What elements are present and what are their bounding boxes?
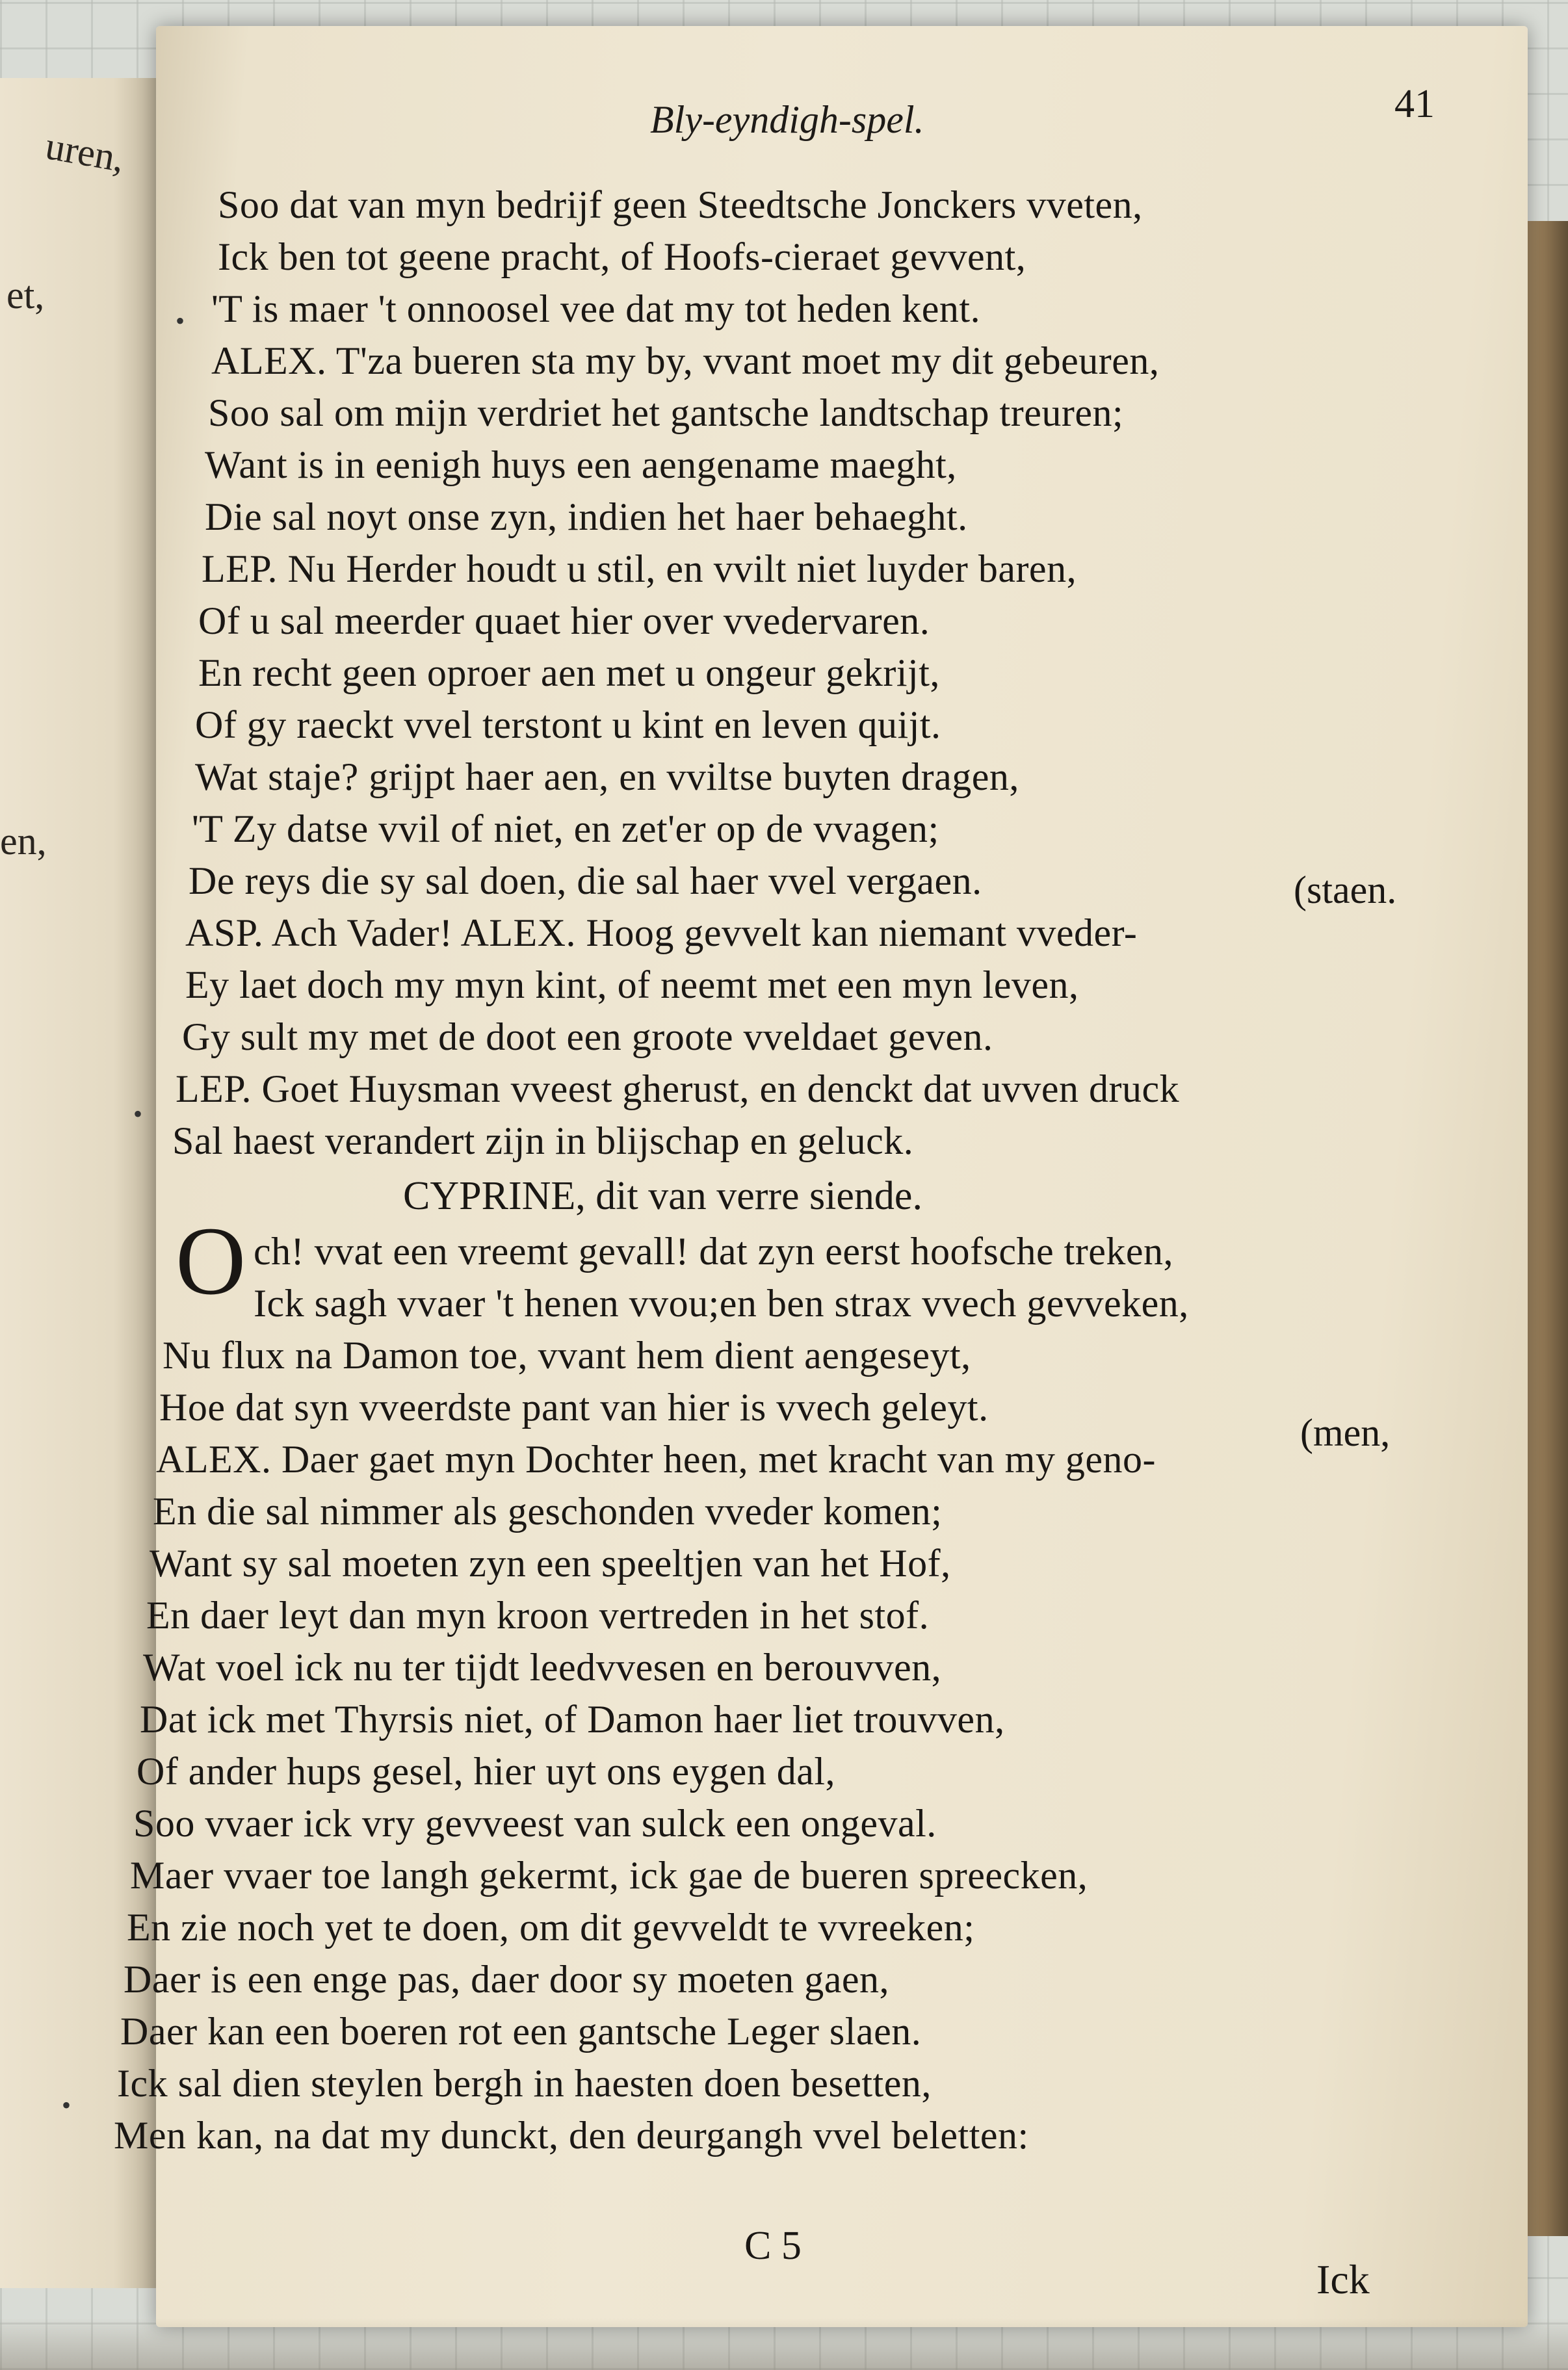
verse-line: Ey laet doch my myn kint, of neemt met een myn leven, <box>185 963 1079 1006</box>
verse-line: De reys die sy sal doen, die sal haer vvel vergaen. <box>189 859 982 902</box>
marginal-mark: • <box>176 306 185 335</box>
left-fragment: et, <box>7 274 45 317</box>
verse-line: LEP. Nu Herder houdt u stil, en vvilt niet luyder baren, <box>202 547 1077 590</box>
signature-mark: C 5 <box>744 2224 802 2268</box>
turnover-note: (men, <box>1300 1411 1391 1454</box>
verse-line: Want sy sal moeten zyn een speeltjen van het Hof, <box>150 1542 951 1585</box>
verse-line: ch! vvat een vreemt gevall! dat zyn eerst hoofsche treken, <box>254 1230 1174 1273</box>
verse-line: Wat voel ick nu ter tijdt leedvvesen en berouvven, <box>143 1646 942 1689</box>
verse-line: Ick sal dien steylen bergh in haesten doen besetten, <box>117 2062 932 2105</box>
verse-line: Ick sagh vvaer 't henen vvou;en ben strax vvech gevveken, <box>254 1282 1189 1325</box>
page-number: 41 <box>1394 82 1435 126</box>
verse-line: ALEX. T'za bueren sta my by, vvant moet my dit gebeuren, <box>211 339 1160 382</box>
verse-line: En die sal nimmer als geschonden vveder komen; <box>153 1490 943 1533</box>
verse-line: Dat ick met Thyrsis niet, of Damon haer liet trouvven, <box>140 1698 1005 1741</box>
verse-line: ALEX. Daer gaet myn Dochter heen, met kracht van my geno- <box>156 1438 1156 1481</box>
verse-line: En zie noch yet te doen, om dit gevveldt te vvreeken; <box>127 1906 975 1949</box>
verse-line: En recht geen oproer aen met u ongeur gekrijt, <box>198 651 940 694</box>
turnover-note: (staen. <box>1294 868 1397 911</box>
verse-line: LEP. Goet Huysman vveest gherust, en denckt dat uvven druck <box>176 1067 1180 1110</box>
marginal-mark: • <box>62 2090 72 2120</box>
verse-line: Gy sult my met de doot een groote vveldaet geven. <box>182 1015 993 1058</box>
verse-line: 'T is maer 't onnoosel vee dat my tot heden kent. <box>211 287 981 330</box>
verse-line: Nu flux na Damon toe, vvant hem dient aengeseyt, <box>163 1334 971 1377</box>
verse-line: Die sal noyt onse zyn, indien het haer behaeght. <box>205 495 968 538</box>
running-head: Bly-eyndigh-spel. <box>650 98 924 141</box>
verse-line: Soo vvaer ick vry gevveest van sulck een ongeval. <box>133 1802 937 1845</box>
verse-line: Ick ben tot geene pracht, of Hoofs-cieraet gevvent, <box>218 235 1026 278</box>
verse-line: Of gy raeckt vvel terstont u kint en leven quijt. <box>195 703 941 746</box>
verse-line: Want is in eenigh huys een aengename maeght, <box>205 443 957 486</box>
left-fragment: en, <box>0 820 47 863</box>
marginal-mark: • <box>133 1099 143 1128</box>
drop-capital: O <box>176 1207 246 1315</box>
verse-line: Of ander hups gesel, hier uyt ons eygen dal, <box>137 1750 836 1793</box>
verse-line: Daer kan een boeren rot een gantsche Leger slaen. <box>120 2010 922 2053</box>
verse-line: Soo dat van myn bedrijf geen Steedtsche Jonckers vveten, <box>218 183 1143 226</box>
verse-line: Wat staje? grijpt haer aen, en vviltse buyten dragen, <box>195 755 1019 798</box>
verse-line: 'T Zy datse vvil of niet, en zet'er op de vvagen; <box>192 807 939 850</box>
left-fragment: uren, <box>42 124 128 181</box>
verse-line: En daer leyt dan myn kroon vertreden in het stof. <box>146 1594 930 1637</box>
bottom-shadow <box>0 2318 1568 2370</box>
verse-line: Sal haest verandert zijn in blijschap en geluck. <box>172 1119 914 1162</box>
verse-line: Soo sal om mijn verdriet het gantsche landtschap treuren; <box>208 391 1124 434</box>
verse-line: ASP. Ach Vader! ALEX. Hoog gevvelt kan niemant vveder- <box>185 911 1138 954</box>
character-heading: CYPRINE, dit van verre siende. <box>403 1174 922 1218</box>
verse-line: Daer is een enge pas, daer door sy moeten gaen, <box>124 1958 890 2001</box>
verse-line: Of u sal meerder quaet hier over vvedervaren. <box>198 599 930 642</box>
verse-line: Men kan, na dat my dunckt, den deurgangh vvel beletten: <box>114 2114 1029 2157</box>
verse-line: Hoe dat syn vveerdste pant van hier is vvech geleyt. <box>159 1386 989 1429</box>
verse-line: Maer vvaer toe langh gekermt, ick gae de bueren spreecken, <box>130 1854 1088 1897</box>
catchword: Ick <box>1316 2256 1370 2302</box>
